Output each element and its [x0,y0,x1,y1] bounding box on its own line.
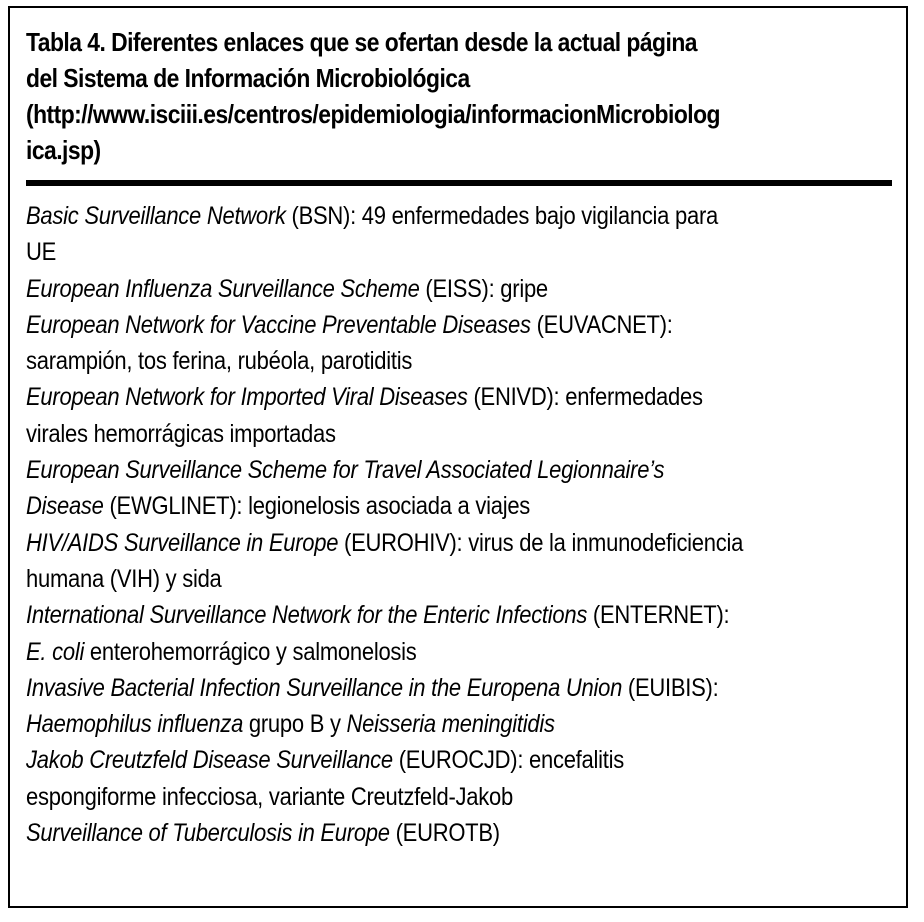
network-desc: grupo B y [243,710,347,739]
network-desc: enterohemorrágico y salmonelosis [84,637,417,666]
network-name: Invasive Bacterial Infection Surveillance in the Europena Union [26,673,623,702]
organism-name: Haemophilus influenza [26,710,244,739]
entry-euvacnet [26,307,892,380]
entries-list [26,198,892,851]
organism-name: Neisseria meningitidis [346,710,555,739]
network-desc: (EUROCJD): encefalitis [392,746,624,775]
network-name: International Surveillance Network for the Enteric Infections [26,601,588,630]
entry-euibis [26,670,892,743]
entry-enternet [26,597,892,670]
network-name: Basic Surveillance Network [26,202,286,230]
network-name: Disease [26,492,104,521]
network-name: Jakob Creutzfeld Disease Surveillance [26,746,393,775]
entry-enivd [26,379,892,452]
table-box [8,6,908,908]
network-desc: (EWGLINET): legionelosis asociada a viajes [103,492,531,521]
network-name: European Network for Vaccine Preventable Diseases [26,310,531,339]
network-desc: espongiforme infecciosa, variante Creutzfeld-Jakob [26,782,513,811]
network-desc: (ENIVD): enfermedades [467,383,703,412]
entry-eurohiv [26,525,892,598]
network-name: European Surveillance Scheme for Travel Associated Legionnaire’s [26,456,665,485]
network-name: European Influenza Surveillance Scheme [26,274,420,303]
network-desc: (ENTERNET): [587,601,730,630]
title-line: Tabla 4. Diferentes enlaces que se ofertan desde la actual página [26,27,697,57]
network-desc: (EUIBIS): [622,673,719,702]
network-desc: (EUROHIV): virus de la inmunodeficiencia [338,528,744,557]
network-desc: sarampión, tos ferina, rubéola, parotiditis [26,347,413,376]
network-desc: humana (VIH) y sida [26,564,222,593]
organism-name: E. coli [26,637,85,666]
title-divider [26,180,892,186]
network-desc: (BSN): 49 enfermedades bajo vigilancia para [285,202,718,230]
network-name: Surveillance of Tuberculosis in Europe [26,819,390,848]
title-line: ica.jsp) [26,135,101,165]
entry-eurotb [26,815,892,851]
network-name: HIV/AIDS Surveillance in Europe [26,528,339,557]
network-name: European Network for Imported Viral Diseases [26,383,468,412]
network-desc: virales hemorrágicas importadas [26,419,336,448]
entry-bsn [26,198,892,271]
entry-ewglinet [26,452,892,525]
entry-eiss [26,271,892,307]
entry-eurocjd [26,742,892,815]
title-line: del Sistema de Información Microbiológica [26,63,470,93]
network-desc: (EUROTB) [389,819,500,848]
table-title [26,24,892,168]
network-desc: (EUVACNET): [530,310,673,339]
network-desc: UE [26,238,57,267]
network-desc: (EISS): gripe [419,274,548,303]
title-line: (http://www.isciii.es/centros/epidemiologia/informacionMicrobiolog [26,99,721,129]
